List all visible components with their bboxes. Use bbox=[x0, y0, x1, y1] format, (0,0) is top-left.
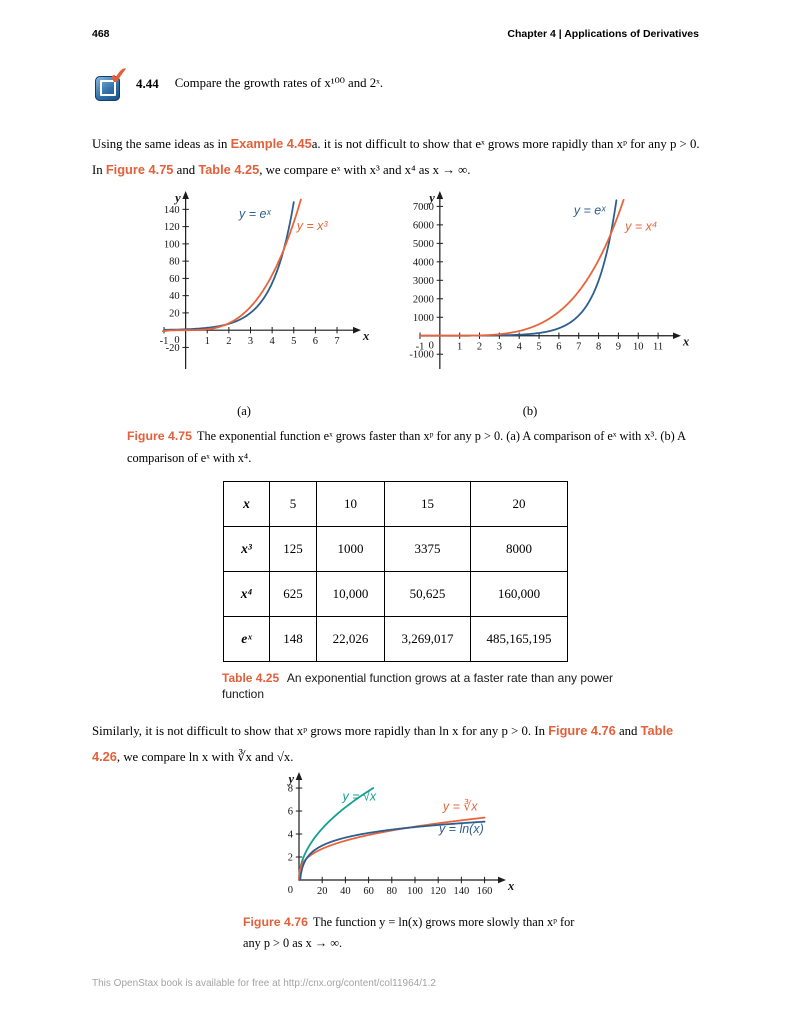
table-cell: 125 bbox=[270, 527, 317, 572]
series-curve bbox=[164, 202, 294, 330]
x-tick-label: 80 bbox=[386, 886, 397, 897]
series-curve bbox=[420, 200, 624, 336]
origin-label: 0 bbox=[287, 885, 293, 896]
xref-table-4-26[interactable]: Table 4.26 bbox=[92, 723, 674, 764]
y-tick-label: 6000 bbox=[412, 220, 434, 232]
intro-paragraph bbox=[92, 131, 700, 183]
x-tick-label: 5 bbox=[536, 341, 542, 353]
second-paragraph bbox=[92, 718, 700, 770]
table-cell: 50,625 bbox=[385, 572, 471, 617]
checkpoint-checkbox-icon bbox=[95, 61, 130, 101]
table-4-25-wrap bbox=[222, 481, 570, 662]
x-axis-label: x bbox=[363, 329, 370, 344]
x-tick-label: 3 bbox=[496, 341, 502, 353]
table-cell: eˣ bbox=[224, 617, 270, 662]
y-tick-label: 1000 bbox=[412, 312, 434, 324]
y-tick-label: 2000 bbox=[412, 294, 434, 306]
table-cell: 485,165,195 bbox=[471, 617, 568, 662]
table-4-25-caption bbox=[222, 671, 622, 702]
table-cell: x⁴ bbox=[224, 572, 270, 617]
figure-4-76-caption-label: Figure 4.76 bbox=[243, 915, 308, 929]
y-tick-label: 2 bbox=[287, 852, 293, 864]
y-axis-arrow-icon bbox=[295, 772, 302, 780]
figure-4-76 bbox=[0, 772, 791, 907]
figure-4-75-caption-text: The exponential function eˣ grows faster than xᵖ for any p > 0. (a) A comparison of eˣ with x³. (b) A comparison of eˣ with x⁴. bbox=[127, 429, 686, 465]
x-axis-arrow-icon bbox=[498, 877, 506, 884]
table-row bbox=[224, 617, 568, 662]
series-label: y = eˣ bbox=[239, 206, 271, 221]
x-tick-label: 100 bbox=[406, 886, 423, 897]
x-axis-label: x bbox=[507, 879, 514, 893]
series-label: y = x³ bbox=[296, 219, 328, 234]
xref-table-4-25[interactable]: Table 4.25 bbox=[198, 162, 260, 177]
y-axis-label: y bbox=[429, 191, 435, 205]
y-tick-label: 140 bbox=[163, 204, 180, 216]
x-tick-label: 7 bbox=[576, 341, 582, 353]
x-tick-label: 8 bbox=[595, 341, 602, 353]
y-tick-label: 6 bbox=[287, 806, 293, 818]
x-tick-label: 11 bbox=[653, 341, 664, 353]
y-tick-label: 20 bbox=[169, 308, 180, 320]
x-tick-label: 2 bbox=[226, 336, 232, 348]
series-label: y = √x bbox=[342, 789, 376, 804]
y-axis-arrow-icon bbox=[437, 191, 444, 199]
table-cell: 3375 bbox=[385, 527, 471, 572]
table-cell: 5 bbox=[270, 482, 317, 527]
y-axis-label: y bbox=[175, 191, 181, 205]
x-tick-label: 6 bbox=[556, 341, 562, 353]
table-cell: 10 bbox=[317, 482, 385, 527]
figure-4-75b bbox=[374, 191, 690, 419]
table-4-25-caption-label: Table 4.25 bbox=[222, 671, 280, 685]
y-axis-label: y bbox=[287, 772, 294, 786]
panel-b-label: (b) bbox=[522, 404, 538, 418]
chapter-title: Chapter 4 | Applications of Derivatives bbox=[507, 28, 699, 40]
checkpoint-4-44 bbox=[95, 61, 699, 101]
figure-4-75-caption-label: Figure 4.75 bbox=[127, 429, 192, 443]
y-tick-label: -20 bbox=[165, 342, 180, 354]
checkpoint-number: 4.44 bbox=[136, 76, 159, 91]
x-tick-label: 9 bbox=[615, 341, 622, 353]
x-tick-label: 10 bbox=[633, 341, 644, 353]
table-cell: x bbox=[224, 482, 270, 527]
y-tick-label: 5000 bbox=[412, 238, 434, 250]
series-label: y = eˣ bbox=[573, 203, 606, 218]
x-axis-arrow-icon bbox=[673, 332, 681, 339]
x-tick-label: 3 bbox=[247, 336, 254, 348]
series-curve bbox=[420, 200, 616, 335]
table-cell: 160,000 bbox=[471, 572, 568, 617]
series-label: y = x⁴ bbox=[625, 219, 658, 234]
y-tick-label: 8 bbox=[287, 783, 293, 795]
x-tick-label: 4 bbox=[516, 341, 522, 353]
table-4-25-caption-text: An exponential function grows at a faster rate than any power function bbox=[222, 671, 614, 701]
checkmark-icon: ✔ bbox=[107, 61, 130, 91]
xref-figure-4-75[interactable]: Figure 4.75 bbox=[105, 162, 174, 177]
x-tick-label: 4 bbox=[269, 336, 275, 348]
x-tick-label: 160 bbox=[476, 886, 492, 897]
x-axis-arrow-icon bbox=[353, 327, 361, 334]
paragraph-text: a. it is not difficult to show that eˣ grows more rapidly than xᵖ for any p > 0. In bbox=[92, 137, 700, 177]
table-cell: 15 bbox=[385, 482, 471, 527]
x-tick-label: 2 bbox=[476, 341, 483, 353]
y-tick-label: 100 bbox=[163, 239, 180, 251]
x-tick-label: 1 bbox=[204, 336, 210, 348]
figure-4-75a-chart bbox=[124, 191, 370, 403]
checkpoint-text: Compare the growth rates of x¹⁰⁰ and 2ˣ. bbox=[174, 76, 384, 90]
y-tick-label: 3000 bbox=[412, 275, 434, 287]
series-label: y = ln(x) bbox=[438, 821, 484, 836]
origin-label: 0 bbox=[428, 340, 434, 352]
x-tick-label: 60 bbox=[362, 886, 374, 897]
y-tick-label: 40 bbox=[169, 291, 180, 303]
panel-a-label: (a) bbox=[237, 404, 251, 418]
x-tick-label: -1 bbox=[159, 336, 169, 348]
origin-label: 0 bbox=[174, 335, 180, 347]
figure-4-75 bbox=[124, 193, 791, 419]
page-number: 468 bbox=[92, 28, 110, 40]
y-tick-label: 80 bbox=[169, 256, 180, 268]
paragraph-text: , we compare ln x with ∛x and √x. bbox=[116, 750, 294, 764]
y-tick-label: 4 bbox=[287, 829, 293, 841]
xref-figure-4-76[interactable]: Figure 4.76 bbox=[548, 723, 616, 738]
x-tick-label: 1 bbox=[457, 341, 463, 353]
y-tick-label: 4000 bbox=[412, 257, 434, 269]
paragraph-text: Similarly, it is not difficult to show that xᵖ grows more rapidly than ln x for any p > 0. In bbox=[92, 724, 549, 738]
table-4-25 bbox=[223, 481, 568, 662]
x-tick-label: 5 bbox=[291, 336, 297, 348]
table-row bbox=[224, 572, 568, 617]
y-tick-label: 7000 bbox=[412, 201, 434, 213]
table-cell: 22,026 bbox=[317, 617, 385, 662]
footer-attribution bbox=[92, 978, 436, 989]
series-curve bbox=[163, 200, 301, 332]
y-axis-arrow-icon bbox=[182, 191, 189, 199]
figure-4-75b-chart bbox=[374, 191, 690, 403]
y-tick-label: -1000 bbox=[409, 349, 434, 361]
footer-text: This OpenStax book is available for free at http://cnx.org/content/col11964/1.2 bbox=[92, 978, 436, 989]
x-axis-label: x bbox=[683, 334, 690, 349]
paragraph-text: Using the same ideas as in bbox=[92, 137, 231, 151]
table-cell: 8000 bbox=[471, 527, 568, 572]
table-cell: 1000 bbox=[317, 527, 385, 572]
x-tick-label: 120 bbox=[429, 886, 446, 897]
table-cell: 625 bbox=[270, 572, 317, 617]
xref-example-4-45[interactable]: Example 4.45 bbox=[230, 136, 312, 151]
series-label: y = ∛x bbox=[442, 799, 478, 814]
figure-4-75-caption bbox=[127, 425, 700, 469]
figure-4-76-chart bbox=[275, 772, 517, 907]
x-tick-label: 6 bbox=[312, 336, 319, 348]
x-tick-label: 20 bbox=[316, 886, 327, 897]
table-cell: x³ bbox=[224, 527, 270, 572]
table-cell: 148 bbox=[270, 617, 317, 662]
x-tick-label: 40 bbox=[339, 886, 351, 897]
figure-4-75a bbox=[124, 191, 370, 419]
table-cell: 10,000 bbox=[317, 572, 385, 617]
paragraph-text: and bbox=[615, 724, 641, 738]
figure-4-76-caption-text: The function y = ln(x) grows more slowly than xᵖ for any p > 0 as x → ∞. bbox=[243, 915, 575, 950]
paragraph-text: and bbox=[173, 163, 199, 177]
table-cell: 3,269,017 bbox=[385, 617, 471, 662]
figure-4-76-caption bbox=[243, 912, 591, 954]
x-tick-label: 140 bbox=[452, 886, 469, 897]
y-tick-label: 60 bbox=[169, 273, 180, 285]
table-row bbox=[224, 482, 568, 527]
table-row bbox=[224, 527, 568, 572]
paragraph-text: , we compare eˣ with x³ and x⁴ as x → ∞. bbox=[259, 163, 471, 177]
table-cell: 20 bbox=[471, 482, 568, 527]
page-header bbox=[0, 0, 791, 40]
y-tick-label: 120 bbox=[163, 222, 180, 234]
x-tick-label: 7 bbox=[334, 336, 340, 348]
x-tick-label: -1 bbox=[415, 341, 425, 353]
